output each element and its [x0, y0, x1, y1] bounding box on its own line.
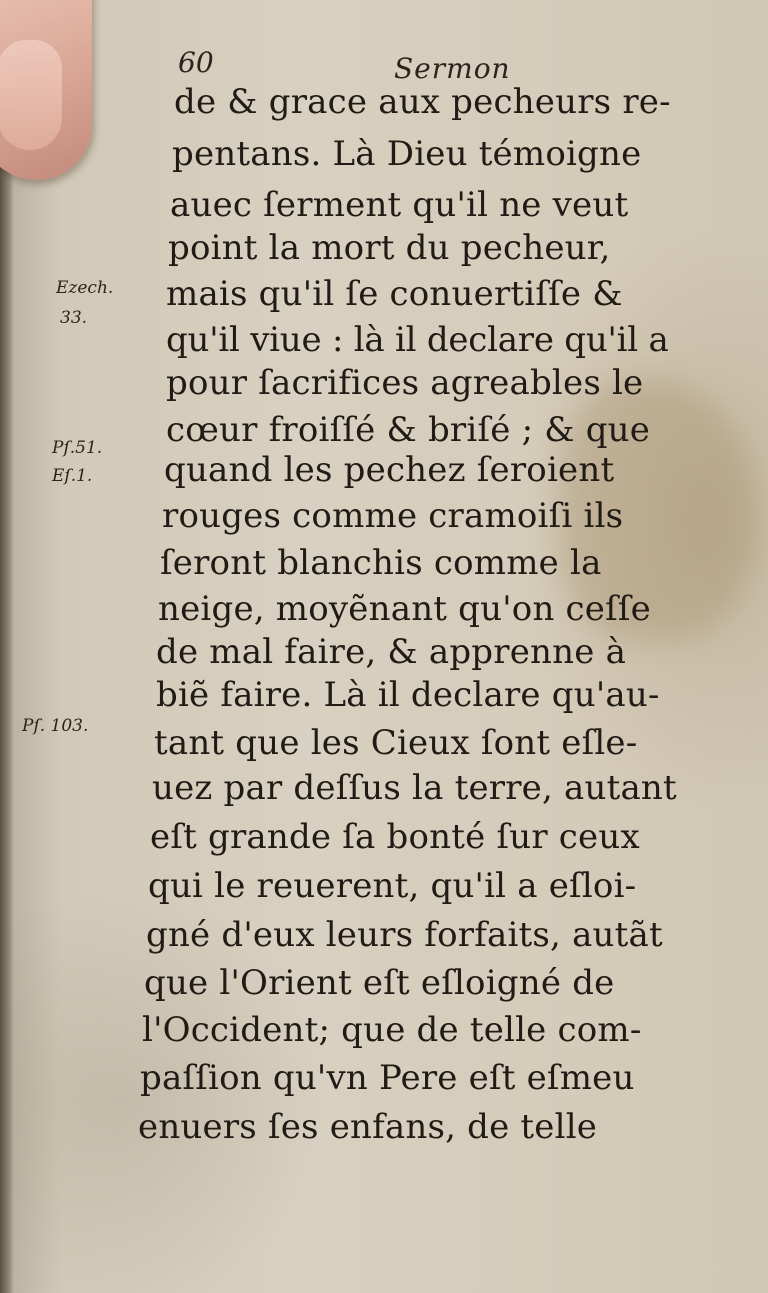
text-line: neige, moyẽnant qu'on ceſſe — [158, 589, 652, 629]
text-line: auec ſerment qu'il ne veut — [170, 185, 629, 225]
text-line: tant que les Cieux ſont eſle- — [154, 723, 638, 763]
text-line: qu'il viue : là il declare qu'il a — [166, 320, 669, 360]
page-number: 60 — [178, 46, 214, 79]
margin-note: Ezech. — [56, 278, 114, 298]
text-line: cœur froiſſé & briſé ; & que — [166, 410, 651, 450]
text-line: pentans. Là Dieu témoigne — [172, 134, 642, 174]
text-line: que l'Orient eſt eſloigné de — [144, 963, 615, 1003]
page-gutter — [0, 0, 14, 1293]
text-line: paſſion qu'vn Pere eſt eſmeu — [140, 1058, 635, 1098]
text-line: ſeront blanchis comme la — [160, 543, 602, 583]
text-line: eſt grande ſa bonté ſur ceux — [150, 817, 640, 857]
page-header — [178, 46, 678, 86]
text-line: point la mort du pecheur, — [168, 228, 611, 268]
margin-note: Eſ.1. — [52, 466, 93, 486]
text-line: rouges comme cramoiſi ils — [162, 496, 624, 536]
margin-note: Pſ. 103. — [22, 716, 89, 736]
text-line: enuers ſes enfans, de telle — [138, 1107, 598, 1147]
running-title: Sermon — [394, 52, 511, 85]
thumb — [0, 0, 92, 180]
text-line: de mal faire, & apprenne à — [156, 632, 627, 672]
text-line: quand les pechez ſeroient — [164, 450, 615, 490]
text-line: pour ſacrifices agreables le — [166, 363, 644, 403]
margin-note: Pſ.51. — [52, 438, 103, 458]
text-line: l'Occident; que de telle com- — [142, 1010, 642, 1050]
text-line: biẽ faire. Là il declare qu'au- — [156, 675, 660, 715]
text-line: gné d'eux leurs forfaits, autãt — [146, 915, 663, 955]
text-line: qui le reuerent, qu'il a eſloi- — [148, 866, 637, 906]
text-line: de & grace aux pecheurs re- — [174, 82, 671, 122]
text-line: mais qu'il ſe conuertiſſe & — [166, 274, 623, 314]
margin-note: 33. — [60, 308, 88, 328]
thumbnail-nail — [0, 40, 62, 150]
text-line: uez par deſſus la terre, autant — [152, 768, 677, 808]
